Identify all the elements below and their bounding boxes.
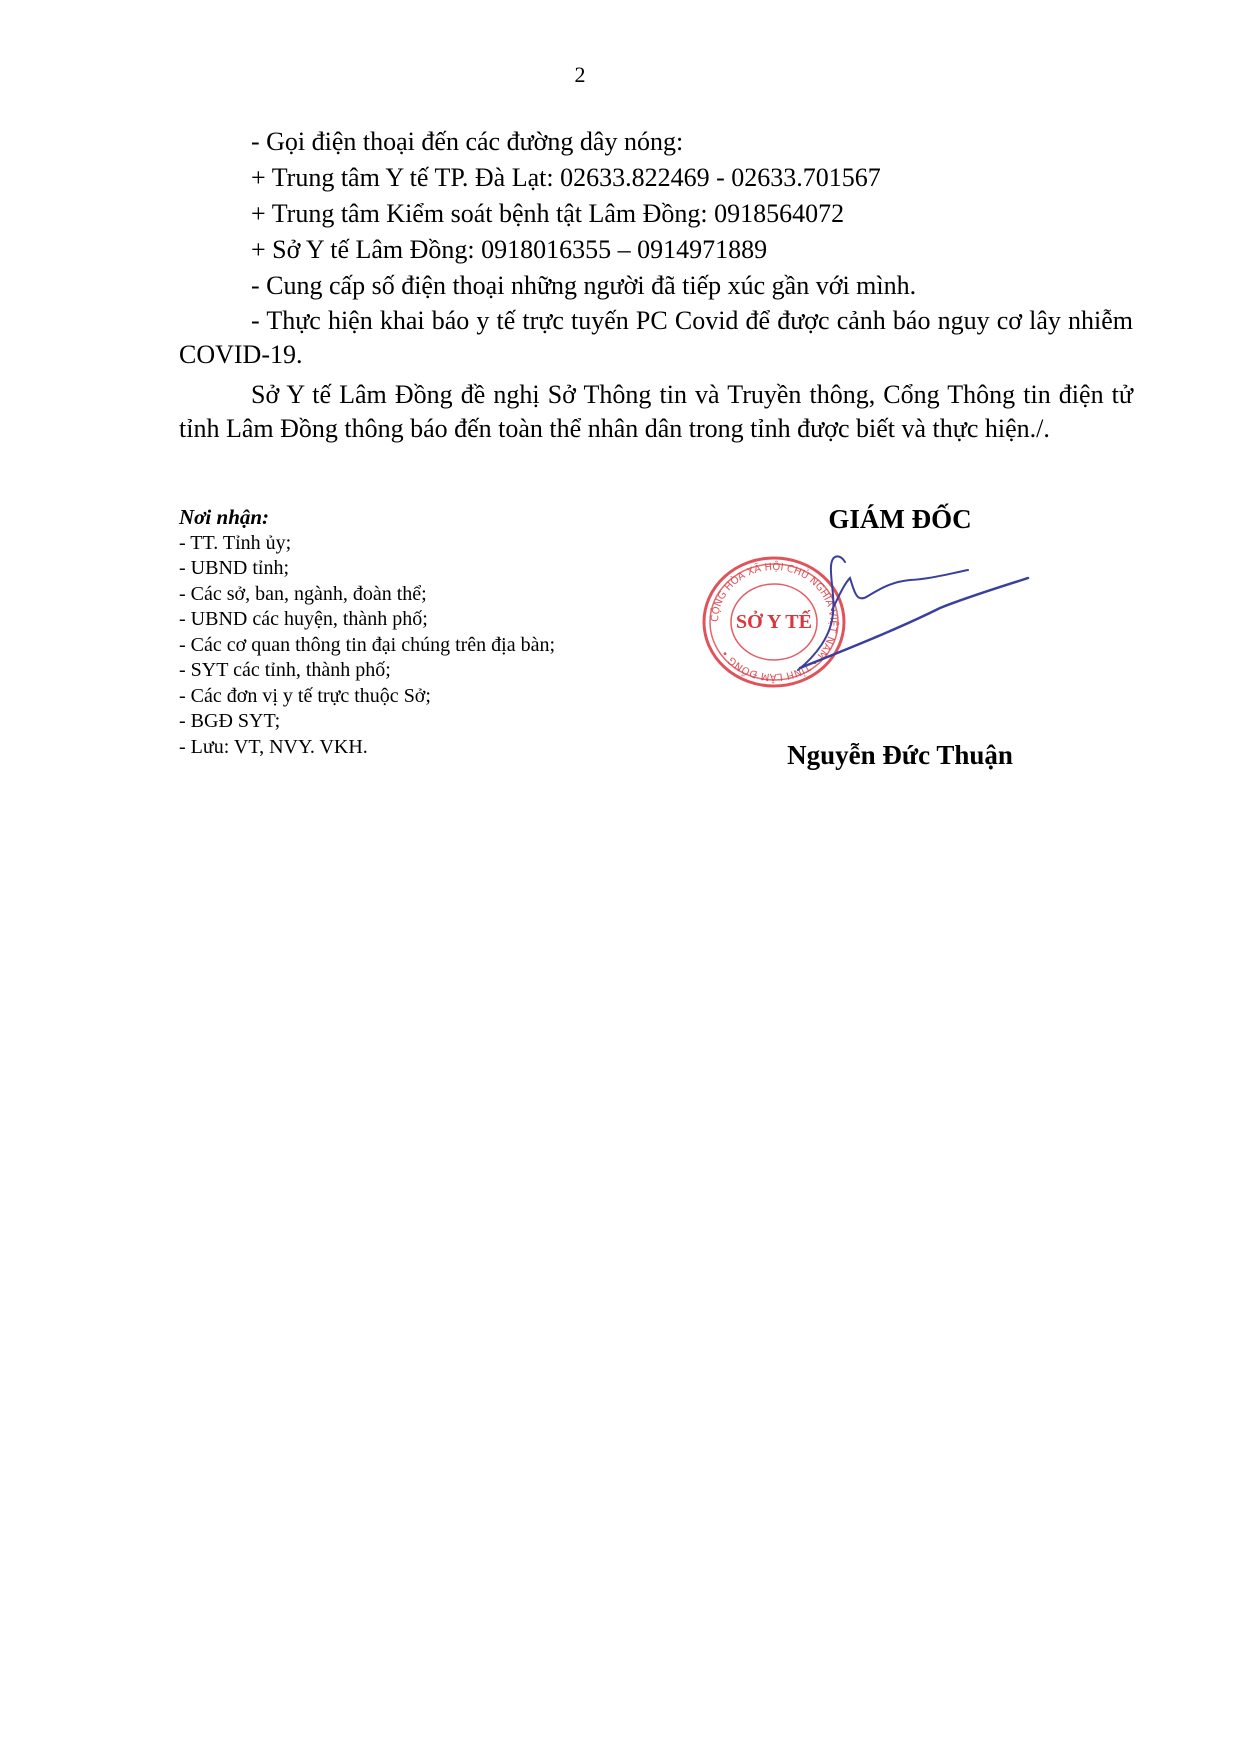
hotline-intro: - Gọi điện thoại đến các đường dây nóng: <box>251 127 684 156</box>
recipient-item: - SYT các tỉnh, thành phố; <box>179 659 391 681</box>
hotline-cdc: + Trung tâm Kiểm soát bệnh tật Lâm Đồng: 0918564072 <box>251 199 845 228</box>
hotline-dalat: + Trung tâm Y tế TP. Đà Lạt: 02633.822469 - 02633.701567 <box>251 163 881 192</box>
stamp-ring-text: CỘNG HÒA XÃ HỘI CHỦ NGHĨA VIỆT NAM • TỈNH LÂM ĐỒNG • <box>709 561 839 683</box>
recipient-item: - Các đơn vị y tế trực thuộc Sở; <box>179 684 431 707</box>
recipient-item: - Các sở, ban, ngành, đoàn thể; <box>179 582 427 605</box>
recipient-item: - TT. Tỉnh ủy; <box>179 531 292 554</box>
hotline-health-department: + Sở Y tế Lâm Đồng: 0918016355 – 0914971889 <box>251 235 768 264</box>
recipient-item: - Lưu: VT, NVY. VKH. <box>179 735 368 758</box>
recipient-item: - UBND các huyện, thành phố; <box>179 608 428 630</box>
recipient-item: - BGĐ SYT; <box>179 710 281 732</box>
stamp-center-text: SỞ Y TẾ <box>736 611 812 633</box>
signer-position: GIÁM ĐỐC <box>828 504 972 534</box>
recipient-item: - UBND tỉnh; <box>179 557 289 579</box>
page-number: 2 <box>574 62 586 87</box>
recipient-item: - Các cơ quan thông tin đại chúng trên địa bàn; <box>179 633 556 656</box>
signer-name: Nguyễn Đức Thuận <box>787 740 1013 770</box>
contact-list-instruction: - Cung cấp số điện thoại những người đã tiếp xúc gần với mình. <box>251 271 917 300</box>
recipients-block <box>179 505 739 760</box>
handwritten-signature <box>770 550 1045 680</box>
recipients-list <box>179 531 739 761</box>
recipients-title: Nơi nhận: <box>179 505 270 529</box>
request-paragraph: Sở Y tế Lâm Đồng đề nghị Sở Thông tin và Truyền thông, Cổng Thông tin điện tử tỉnh Lâm Đồng thông báo đến toàn thể nhân dân trong tỉnh được biết và thực hiện./. <box>179 380 1133 443</box>
online-declaration-instruction: - Thực hiện khai báo y tế trực tuyến PC Covid để được cảnh báo nguy cơ lây nhiễm COVID-19. <box>179 306 1133 369</box>
document-body <box>179 124 1133 446</box>
